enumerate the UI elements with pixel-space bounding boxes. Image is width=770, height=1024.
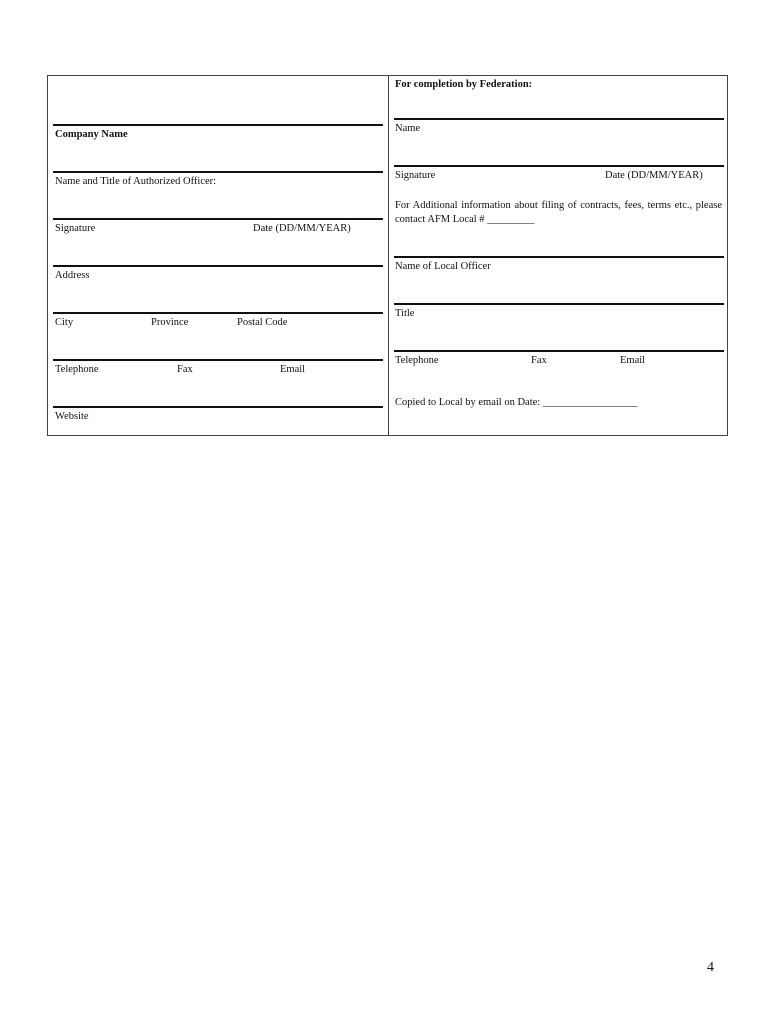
company-name-label: Company Name [55, 129, 128, 140]
website-line [53, 406, 383, 408]
right-fax-label: Fax [531, 355, 547, 366]
right-signature-line [394, 165, 724, 167]
company-name-line [53, 124, 383, 126]
title-label: Title [395, 308, 415, 319]
federation-heading: For completion by Federation: [395, 79, 533, 90]
left-date-label: Date (DD/MM/YEAR) [253, 223, 351, 234]
right-signature-label: Signature [395, 170, 436, 181]
local-officer-label: Name of Local Officer [395, 261, 491, 272]
additional-info-text: For Additional information about filing of contracts, fees, terms etc., please contact AFM Local # _________ [395, 200, 722, 225]
left-telephone-label: Telephone [55, 364, 99, 375]
copied-to-local-label: Copied to Local by email on Date: __________________ [395, 397, 638, 408]
right-date-label: Date (DD/MM/YEAR) [605, 170, 703, 181]
right-email-label: Email [620, 355, 646, 366]
right-name-line [394, 118, 724, 120]
province-label: Province [151, 317, 189, 328]
city-line [53, 312, 383, 314]
right-telephone-label: Telephone [395, 355, 439, 366]
left-telephone-line [53, 359, 383, 361]
column-divider [388, 76, 389, 435]
address-label: Address [55, 270, 90, 281]
left-signature-label: Signature [55, 223, 96, 234]
right-telephone-line [394, 350, 724, 352]
officer-label: Name and Title of Authorized Officer: [55, 176, 217, 187]
postal-code-label: Postal Code [237, 317, 288, 328]
left-fax-label: Fax [177, 364, 193, 375]
city-label: City [55, 317, 74, 328]
right-name-label: Name [395, 123, 421, 134]
address-line [53, 265, 383, 267]
officer-line [53, 171, 383, 173]
website-label: Website [55, 411, 89, 422]
page-number: 4 [707, 960, 714, 975]
title-line [394, 303, 724, 305]
local-officer-line [394, 256, 724, 258]
federation-form [47, 75, 728, 436]
left-signature-line [53, 218, 383, 220]
left-email-label: Email [280, 364, 306, 375]
